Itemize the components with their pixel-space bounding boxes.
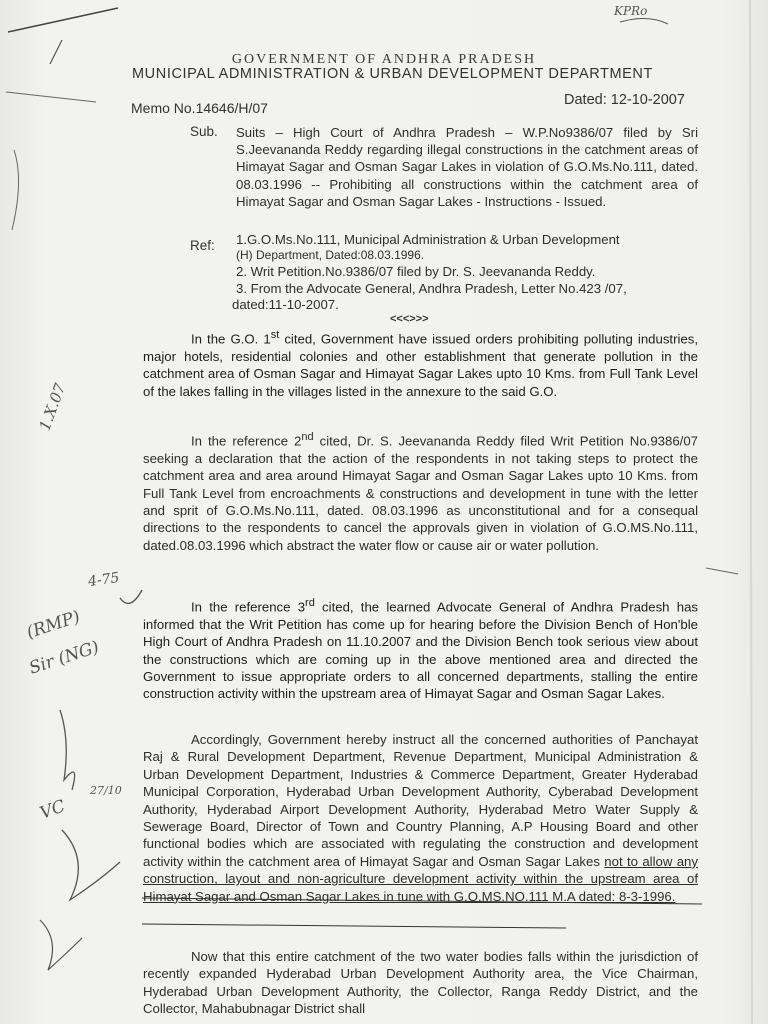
initial-underline [620,18,668,24]
reference-1-line-1: 1.G.O.Ms.No.111, Municipal Administration & Urban Development [236,232,620,247]
paragraph-1-superscript: st [270,329,280,341]
paragraph-3-rest: cited, the learned Advocate General of Andhra Pradesh has informed that the Writ Petition has come up for hearing before the Division Bench of Hon'ble High Court of Andhra Pradesh on 11.10.2007 and the Division Bench took serious view about the constructions which are coming up in the above mentioned area and directed the Government to issue appropriate orders to all concerned departments, stalling the entire construction activity within the upstream area of Himayat Sagar and Osman Sagar Lakes. [143,599,698,702]
paragraph-5-text: Now that this entire catchment of the two water bodies falls within the jurisdiction of recently expanded Hyderabad Urban Development Authority area, the Vice Chairman, Hyderabad Urban Development Authority, the Collector, Ranga Reddy District, and the Collector, Mahabubnagar District shall [143,949,698,1017]
handwritten-note-vc: VC [37,796,68,824]
handwritten-note-rmp: (RMP) [24,607,83,643]
paragraph-2-start: In the reference 2 [191,433,302,449]
paragraph-1 [143,327,698,400]
reference-3-line-2: dated:11-10-2007. [232,297,339,312]
paragraph-4-text: Accordingly, Government hereby instruct all the concerned authorities of Panchayat Raj & Rural Development Department, Revenue Department, Municipal Administration & Urban Development Department, Industries & Commerce Department, Greater Hyderabad Municipal Corporation, Hyderabad Urban Development Authority, Cyberabad Development Authority, Hyderabad Airport Development Authority, Hyderabad Metro Water Supply & Sewerage Board, Director of Town and Country Planning, A.P Housing Board and other functional bodies which are associated with regulating the construction and development activity within the catchment area of Himayat Sagar and Osman Sagar Lakes [143,732,698,869]
handwritten-scribble-2 [62,830,120,900]
reference-2: 2. Writ Petition.No.9386/07 filed by Dr. S. Jeevananda Reddy. [236,264,596,279]
paragraph-5 [143,948,698,1018]
pen-stroke-margin-2 [12,150,19,230]
department-title: MUNICIPAL ADMINISTRATION & URBAN DEVELOPMENT DEPARTMENT [132,66,653,82]
paragraph-4 [143,731,698,905]
section-separator: <<<>>> [390,313,429,325]
reference-1-line-2: (H) Department, Dated:08.03.1996. [236,248,425,262]
government-title: GOVERNMENT OF ANDHRA PRADESH [231,52,537,67]
margin-dash [706,568,738,574]
handwritten-scribble-3 [40,920,82,970]
pen-underline-2 [142,924,566,928]
scan-edge [750,0,752,1024]
paragraph-3-superscript: rd [305,597,315,609]
paragraph-4-underlined-instruction: not to allow any construction, layout and non-agriculture development activity within the upstream area of Himayat Sagar and Osman Sagar Lakes in tune with G.O.MS.NO.111 M.A dated: 8-3-1996. [143,853,698,904]
handwritten-note-date: 27/10 [90,784,122,797]
pen-stroke-margin [6,92,96,102]
memo-number: Memo No.14646/H/07 [131,100,268,116]
handwritten-note-475: 4-75 [87,569,121,591]
subject-label: Sub. [190,124,218,139]
references-label: Ref: [190,238,215,253]
handwritten-scribble [60,710,75,790]
paragraph-3 [143,595,698,703]
paragraph-2 [143,429,698,554]
paragraph-1-rest: cited, Government have issued orders prohibiting polluting industries, major hotels, residential colonies and other establishment that generate pollution in the catchment area of Osman Sagar and Himayat Sagar Lakes upto 10 Kms. from Full Tank Level of the lakes falling in the villages listed in the annexure to the said G.O. [143,331,699,399]
handwritten-date-note: 1.X.07 [35,380,70,434]
handwritten-initial: KPRo [614,4,648,18]
tick-mark [120,590,142,603]
paragraph-3-start: In the reference 3 [191,599,306,615]
memo-date: Dated: 12-10-2007 [564,92,685,108]
paragraph-2-rest: cited, Dr. S. Jeevananda Reddy filed Writ Petition No.9386/07 seeking a declaration that the action of the respondents in not taking steps to protect the catchment area and area around Himayat Sagar and Osman Sagar Lakes upto 10 Kms. from Full Tank Level from encroachments & constructions and development in tune with the letter and sprit of G.O.Ms.No.111, dated. 08.03.1996 as unconstitutional and for a consequal directions to the respondents to cancel the approvals given in violation of G.O.MS.No.111, dated.08.03.1996 which abstract the water flow or cause air or water pollution. [143,433,698,553]
subject-text: Suits – High Court of Andhra Pradesh – W.P.No9386/07 filed by Sri S.Jeevananda Reddy regarding illegal constructions in the catchment areas of Himayat Sagar and Osman Sagar Lakes in violation of G.O.Ms.No.111, dated. 08.03.1996 -- Prohibiting all constructions within the catchment area of Himayat Sagar and Osman Sagar Lakes - Instructions - Issued. [236,125,698,209]
handwritten-note-sir: Sir (NG) [26,637,102,679]
paragraph-1-start: In the G.O. 1 [191,331,271,347]
reference-3-line-1: 3. From the Advocate General, Andhra Pradesh, Letter No.423 /07, [236,281,627,296]
pen-stroke-top-left [8,8,118,32]
paragraph-2-superscript: nd [301,431,314,443]
